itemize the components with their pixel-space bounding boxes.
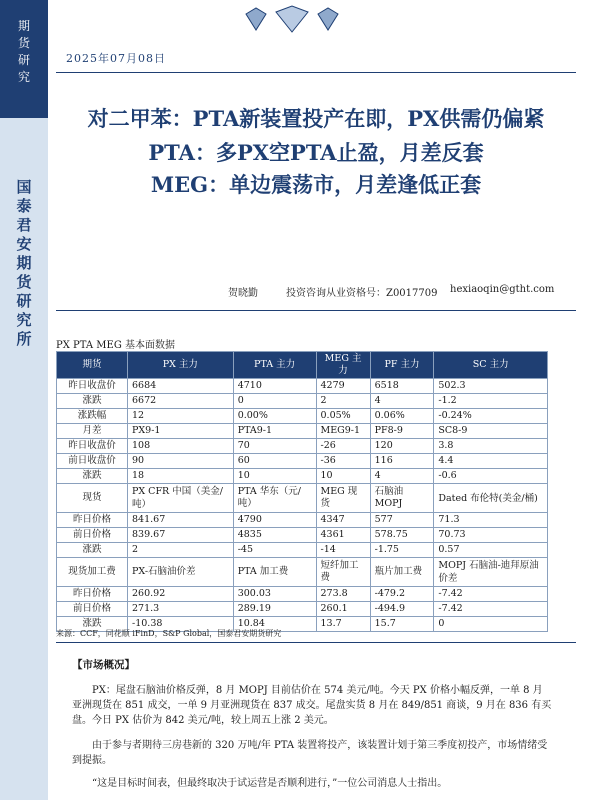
table-header-cell: PF 主力 (370, 352, 434, 379)
table-cell: 578.75 (370, 528, 434, 543)
table-row (57, 558, 548, 587)
table-cell: PTA 加工费 (233, 558, 316, 587)
table-cell: -1.75 (370, 543, 434, 558)
table-cell: 839.67 (128, 528, 234, 543)
table-cell: PX-石脑油价差 (128, 558, 234, 587)
report-date: 2025年07月08日 (66, 52, 166, 65)
table-cell: 4 (370, 394, 434, 409)
table-cell: MOPJ 石脑油-迪拜原油价差 (434, 558, 548, 587)
table-cell: -26 (316, 439, 370, 454)
table-cell: -494.9 (370, 602, 434, 617)
table-row (57, 409, 548, 424)
table-cell: 120 (370, 439, 434, 454)
table-cell: -479.2 (370, 587, 434, 602)
table-cell: 12 (128, 409, 234, 424)
table-caption: PX PTA MEG 基本面数据 (56, 340, 175, 351)
table-row (57, 587, 548, 602)
table-cell: 108 (128, 439, 234, 454)
source-note: 来源：CCF，同花顺 iFinD，S&P Global，国泰君安期货研究 (56, 629, 282, 638)
table-cell: 0 (233, 394, 316, 409)
table-cell: 841.67 (128, 513, 234, 528)
row-label-cell: 现货 (57, 484, 128, 513)
table-cell: 260.1 (316, 602, 370, 617)
table-cell: PF8-9 (370, 424, 434, 439)
table-cell: 70 (233, 439, 316, 454)
table-cell: -7.42 (434, 602, 548, 617)
table-header-cell: 期货 (57, 352, 128, 379)
author-email[interactable]: hexiaoqin@gtht.com (450, 284, 555, 295)
table-cell: -45 (233, 543, 316, 558)
diamond-logo-icon (236, 4, 348, 34)
row-label-cell: 涨跌幅 (57, 409, 128, 424)
table-cell: PX CFR 中国（美金/吨） (128, 484, 234, 513)
table-row (57, 602, 548, 617)
row-label-cell: 前日价格 (57, 528, 128, 543)
table-cell: SC8-9 (434, 424, 548, 439)
certificate-number: 投资咨询从业资格号：Z0017709 (286, 288, 438, 299)
paragraph-pta: 由于参与者期待三房巷新的 320 万吨/年 PTA 装置将投产，该装置计划于第三季度初投产，市场情绪受到提振。 (72, 740, 548, 766)
table-cell: PTA9-1 (233, 424, 316, 439)
table-row (57, 424, 548, 439)
table-cell: 6672 (128, 394, 234, 409)
table-cell: 10.84 (233, 617, 316, 632)
table-cell: 4710 (233, 379, 316, 394)
table-cell: 10 (316, 469, 370, 484)
row-label-cell: 昨日收盘价 (57, 379, 128, 394)
table-cell: 577 (370, 513, 434, 528)
paragraph-px: PX：尾盘石脑油价格反弹，8 月 MOPJ 目前估价在 574 美元/吨。今天 PX 价格小幅反弹，一单 8 月亚洲现货在 851 成交，一单 9 月亚洲现货在 837 成交。尾盘实货 8 月在 849/851 商谈，9 月在 836 有买盘。今日 PX 估价为 842 美元/吨，较上周五上涨 2 美元。 (72, 685, 552, 726)
table-cell: -1.2 (434, 394, 548, 409)
table-header-cell: MEG 主力 (316, 352, 370, 379)
subtitle-pta: PTA：多PX空PTA止盈，月差反套 (148, 140, 484, 165)
table-cell: 0.05% (316, 409, 370, 424)
table-row (57, 379, 548, 394)
table-cell: -10.38 (128, 617, 234, 632)
table-cell: 短纤加工费 (316, 558, 370, 587)
row-label-cell: 昨日收盘价 (57, 439, 128, 454)
table-cell: 116 (370, 454, 434, 469)
table-cell: -36 (316, 454, 370, 469)
table-cell: 4279 (316, 379, 370, 394)
table-cell: 15.7 (370, 617, 434, 632)
table-header-cell: PTA 主力 (233, 352, 316, 379)
row-label-cell: 月差 (57, 424, 128, 439)
table-header-cell: SC 主力 (434, 352, 548, 379)
table-cell: -0.6 (434, 469, 548, 484)
table-cell: 0.00% (233, 409, 316, 424)
table-row (57, 528, 548, 543)
table-cell: 4835 (233, 528, 316, 543)
table-cell: 289.19 (233, 602, 316, 617)
table-cell: 4 (370, 469, 434, 484)
table-row (57, 454, 548, 469)
table-row (57, 513, 548, 528)
paragraph-quote: “这是目标时间表，但最终取决于试运营是否顺利进行，”一位公司消息人士指出。 (92, 778, 448, 789)
sidebar-top-label: 期 货 研 究 (0, 0, 48, 118)
row-label-cell: 涨跌 (57, 469, 128, 484)
table-cell: 4347 (316, 513, 370, 528)
table-cell: 6518 (370, 379, 434, 394)
table-header-row (57, 352, 548, 379)
table-cell: 300.03 (233, 587, 316, 602)
subtitle-meg: MEG：单边震荡市，月差逢低正套 (150, 172, 482, 197)
table-cell: 6684 (128, 379, 234, 394)
row-label-cell: 前日价格 (57, 602, 128, 617)
table-header-cell: PX 主力 (128, 352, 234, 379)
title-block (56, 104, 576, 200)
table-cell: 0 (434, 617, 548, 632)
row-label-cell: 昨日价格 (57, 513, 128, 528)
table-cell: 273.8 (316, 587, 370, 602)
table-cell: 10 (233, 469, 316, 484)
table-cell: 0.06% (370, 409, 434, 424)
divider (56, 72, 576, 73)
fundamentals-table (56, 351, 548, 632)
main-title: 对二甲苯：PTA新装置投产在即，PX供需仍偏紧 (87, 106, 545, 131)
row-label-cell: 涨跌 (57, 394, 128, 409)
table-cell: 18 (128, 469, 234, 484)
row-label-cell: 涨跌 (57, 617, 128, 632)
table-row (57, 394, 548, 409)
table-row (57, 484, 548, 513)
table-cell: -7.42 (434, 587, 548, 602)
table-cell: PTA 华东（元/吨） (233, 484, 316, 513)
row-label-cell: 涨跌 (57, 543, 128, 558)
table-cell: 13.7 (316, 617, 370, 632)
table-cell: 石脑油 MOPJ (370, 484, 434, 513)
table-cell: 4790 (233, 513, 316, 528)
table-cell: 2 (128, 543, 234, 558)
table-cell: 0.57 (434, 543, 548, 558)
divider (56, 642, 576, 643)
table-cell: 502.3 (434, 379, 548, 394)
table-cell: 60 (233, 454, 316, 469)
row-label-cell: 昨日价格 (57, 587, 128, 602)
table-cell: 3.8 (434, 439, 548, 454)
row-label-cell: 现货加工费 (57, 558, 128, 587)
divider (56, 310, 576, 311)
header-band (48, 0, 600, 38)
table-cell: 71.3 (434, 513, 548, 528)
table-row (57, 439, 548, 454)
table-cell: PX9-1 (128, 424, 234, 439)
table-row (57, 469, 548, 484)
table-cell: 90 (128, 454, 234, 469)
row-label-cell: 前日收盘价 (57, 454, 128, 469)
table-cell: -0.24% (434, 409, 548, 424)
table-cell: MEG9-1 (316, 424, 370, 439)
table-cell: MEG 现货 (316, 484, 370, 513)
table-row (57, 543, 548, 558)
table-cell: Dated 布伦特(美金/桶) (434, 484, 548, 513)
table-cell: 70.73 (434, 528, 548, 543)
table-cell: 4361 (316, 528, 370, 543)
section-title: 【市场概况】 (72, 659, 135, 671)
author-name: 贺晓勤 (228, 288, 258, 299)
table-cell: 2 (316, 394, 370, 409)
table-cell: 4.4 (434, 454, 548, 469)
table-cell: 瓶片加工费 (370, 558, 434, 587)
table-cell: -14 (316, 543, 370, 558)
sidebar-org-label: 国 泰 君 安 期 货 研 究 所 (16, 178, 32, 348)
table-cell: 271.3 (128, 602, 234, 617)
table-cell: 260.92 (128, 587, 234, 602)
sidebar (0, 0, 48, 800)
